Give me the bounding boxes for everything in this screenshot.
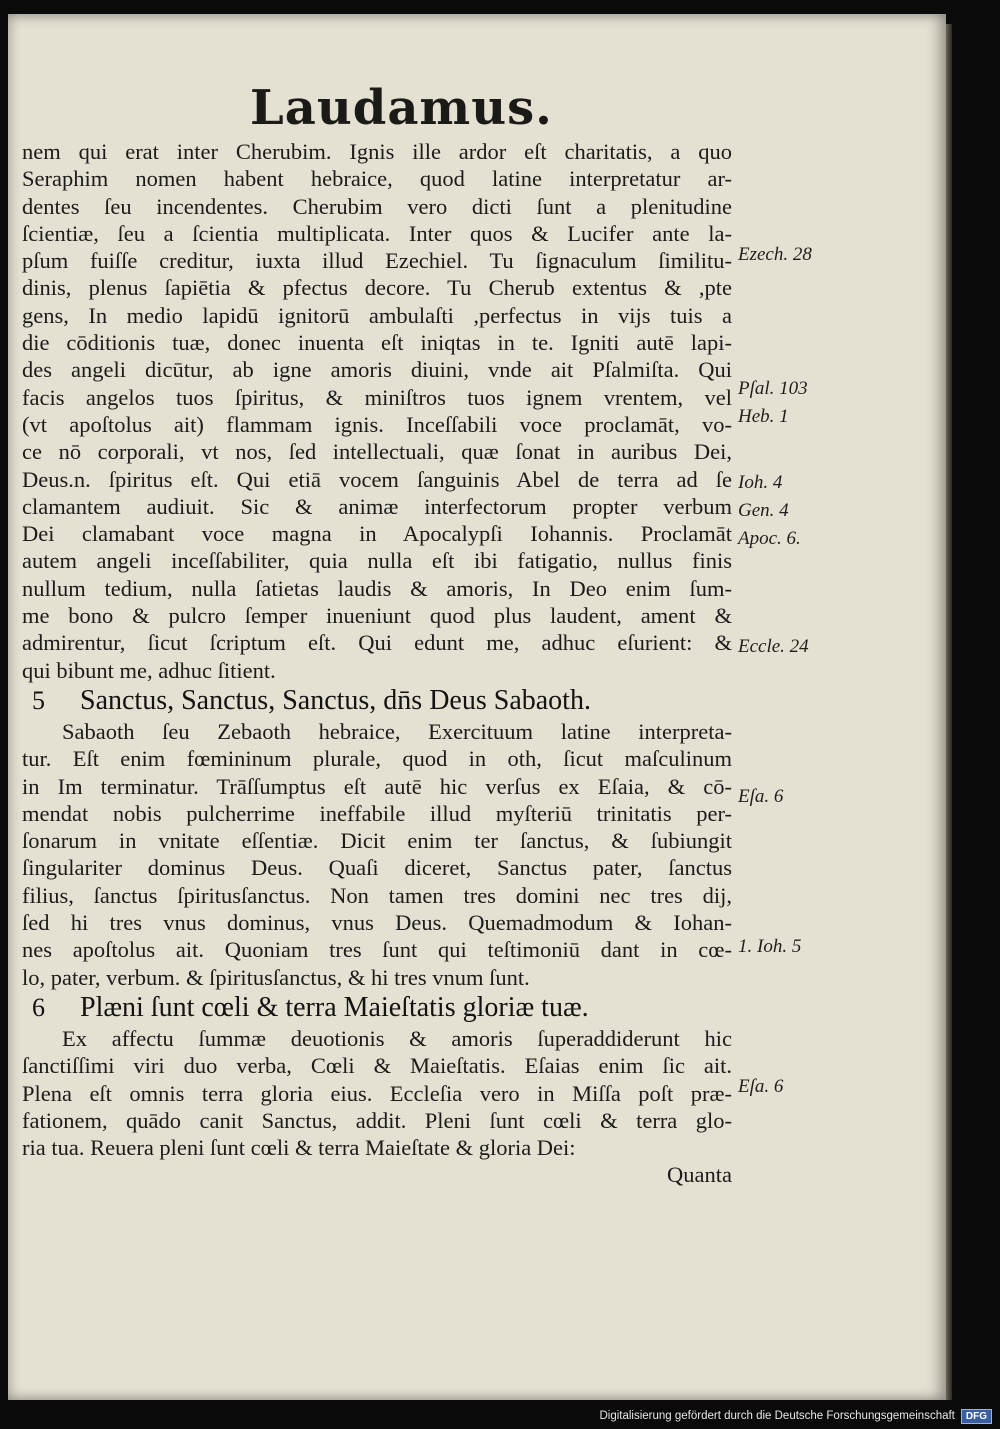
text-line: admirentur, ſicut ſcriptum eſt. Qui edunt me, adhuc eſurient: & (22, 630, 732, 656)
text-line: nullum tedium, nulla ſatietas laudis & amoris, In Deo enim ſum- (22, 575, 732, 601)
text-line: des angeli dicūtur, ab igne amoris diuini, vnde ait Pſalmiſta. Qui (22, 357, 732, 383)
verse-heading (22, 684, 732, 718)
text-line: ſcientiæ, ſeu a ſcientia multiplicata. Inter quos & Lucifer ante la- (22, 220, 732, 246)
text-line: lo, pater, verbum. & ſpiritusſanctus, & hi tres vnum ſunt. (22, 964, 530, 990)
text-line: ſanctiſſimi viri duo verba, Cœli & Maieſtatis. Eſaias enim ſic ait. (22, 1053, 732, 1079)
text-line: ria tua. Reuera pleni ſunt cœli & terra Maieſtate & gloria Dei: (22, 1135, 576, 1161)
page-edge (946, 24, 952, 1400)
text-line: dentes ſeu incendentes. Cherubim vero dicti ſunt a plenitudine (22, 193, 732, 219)
margin-note: Eccle. 24 (738, 636, 809, 657)
verse-number: 5 (32, 685, 45, 715)
text-line: Ex affectu ſummæ deuotionis & amoris ſuperaddiderunt hic (62, 1025, 732, 1051)
text-line: Dei clamabant voce magna in Apocalypſi Iohannis. Proclamāt (22, 521, 732, 547)
text-line: in Im terminatur. Trāſſumptus eſt autē hic verſus ex Eſaia, & cō- (22, 773, 732, 799)
margin-note: Apoc. 6. (738, 528, 801, 549)
margin-note: Ezech. 28 (738, 244, 812, 265)
text-line: fationem, quādo canit Sanctus, addit. Pleni ſunt cœli & terra glo- (22, 1107, 732, 1133)
text-line: autem angeli inceſſabiliter, quia nulla eſt ibi fatigatio, nullus finis (22, 548, 732, 574)
text-line: Seraphim nomen habent hebraice, quod latine interpretatur ar- (22, 166, 732, 192)
verse-number: 6 (32, 992, 45, 1022)
funding-notice: Digitalisierung gefördert durch die Deutsche Forschungsgemeinschaft (599, 1410, 955, 1422)
text-line: me bono & pulcro ſemper inueniunt quod plus laudent, ament & (22, 603, 732, 629)
margin-note: Gen. 4 (738, 500, 789, 521)
dfg-logo: DFG (961, 1409, 992, 1424)
text-line: (vt apoſtolus ait) flammam ignis. Inceſſabili voce proclamāt, vo- (22, 411, 732, 437)
text-line: Plena eſt omnis terra gloria eius. Eccleſia vero in Miſſa poſt præ- (22, 1080, 732, 1106)
margin-note: Heb. 1 (738, 406, 789, 427)
verse-text: Sanctus, Sanctus, Sanctus, dn̄s Deus Sabaoth. (80, 684, 591, 716)
text-line: pſum fuiſſe creditur, iuxta illud Ezechiel. Tu ſignaculum ſimilitu- (22, 248, 732, 274)
text-line: clamantem audiuit. Sic & animæ interfectorum propter verbum (22, 493, 732, 519)
text-line: dinis, plenus ſapiētia & pfectus decore. Tu Cherub extentus & ,pte (22, 275, 732, 301)
text-line: nem qui erat inter Cherubim. Ignis ille ardor eſt charitatis, a quo (22, 139, 732, 164)
footer-credit (599, 1407, 992, 1425)
margin-note: Pſal. 103 (738, 378, 808, 399)
catchword: Quanta (667, 1162, 732, 1188)
text-line: gens, In medio lapidū ignitorū ambulaſti ,perfectus in vijs tuis a (22, 302, 732, 328)
text-line: qui bibunt me, adhuc ſitient. (22, 657, 276, 683)
margin-note: Eſa. 6 (738, 1076, 784, 1097)
text-line: die cōditionis tuæ, donec inuenta eſt iniqtas in te. Igniti autē lapi- (22, 330, 732, 356)
text-line: tur. Eſt enim fœmininum plurale, quod in oth, ſicut maſculinum (22, 746, 732, 772)
verse-text: Plæni ſunt cœli & terra Maieſtatis gloriæ tuæ. (80, 991, 589, 1023)
text-line: nes apoſtolus ait. Quoniam tres ſunt qui teſtimoniū dant in cœ- (22, 937, 732, 963)
text-line: Deus.n. ſpiritus eſt. Qui etiā vocem ſanguinis Abel de terra ad ſe (22, 466, 732, 492)
text-line: Sabaoth ſeu Zebaoth hebraice, Exercituum latine interpreta- (62, 718, 732, 744)
text-line: ſonarum in vnitate eſſentiæ. Dicit enim ter ſanctus, & ſubiungit (22, 828, 732, 854)
verse-heading (22, 991, 732, 1025)
running-title: Laudamus. (250, 80, 553, 136)
margin-note: Ioh. 4 (738, 472, 783, 493)
margin-note: 1. Ioh. 5 (738, 936, 802, 957)
text-line: ce nō corporali, vt nos, ſed intellectuali, quæ ſonat in auribus Dei, (22, 439, 732, 465)
text-line: facis angelos tuos ſpiritus, & miniſtros tuos ignem vrentem, vel (22, 384, 732, 410)
text-line: mendat nobis pulcherrime ineffabile illud myſteriū trinitatis per- (22, 800, 732, 826)
text-line: filius, ſanctus ſpiritusſanctus. Non tamen tres domini nec tres dij, (22, 882, 732, 908)
main-text (22, 138, 732, 1189)
text-line: ſingulariter dominus Deus. Quaſi diceret, Sanctus pater, ſanctus (22, 855, 732, 881)
margin-note: Eſa. 6 (738, 786, 784, 807)
text-line: ſed hi tres vnus dominus, vnus Deus. Quemadmodum & Iohan- (22, 910, 732, 936)
